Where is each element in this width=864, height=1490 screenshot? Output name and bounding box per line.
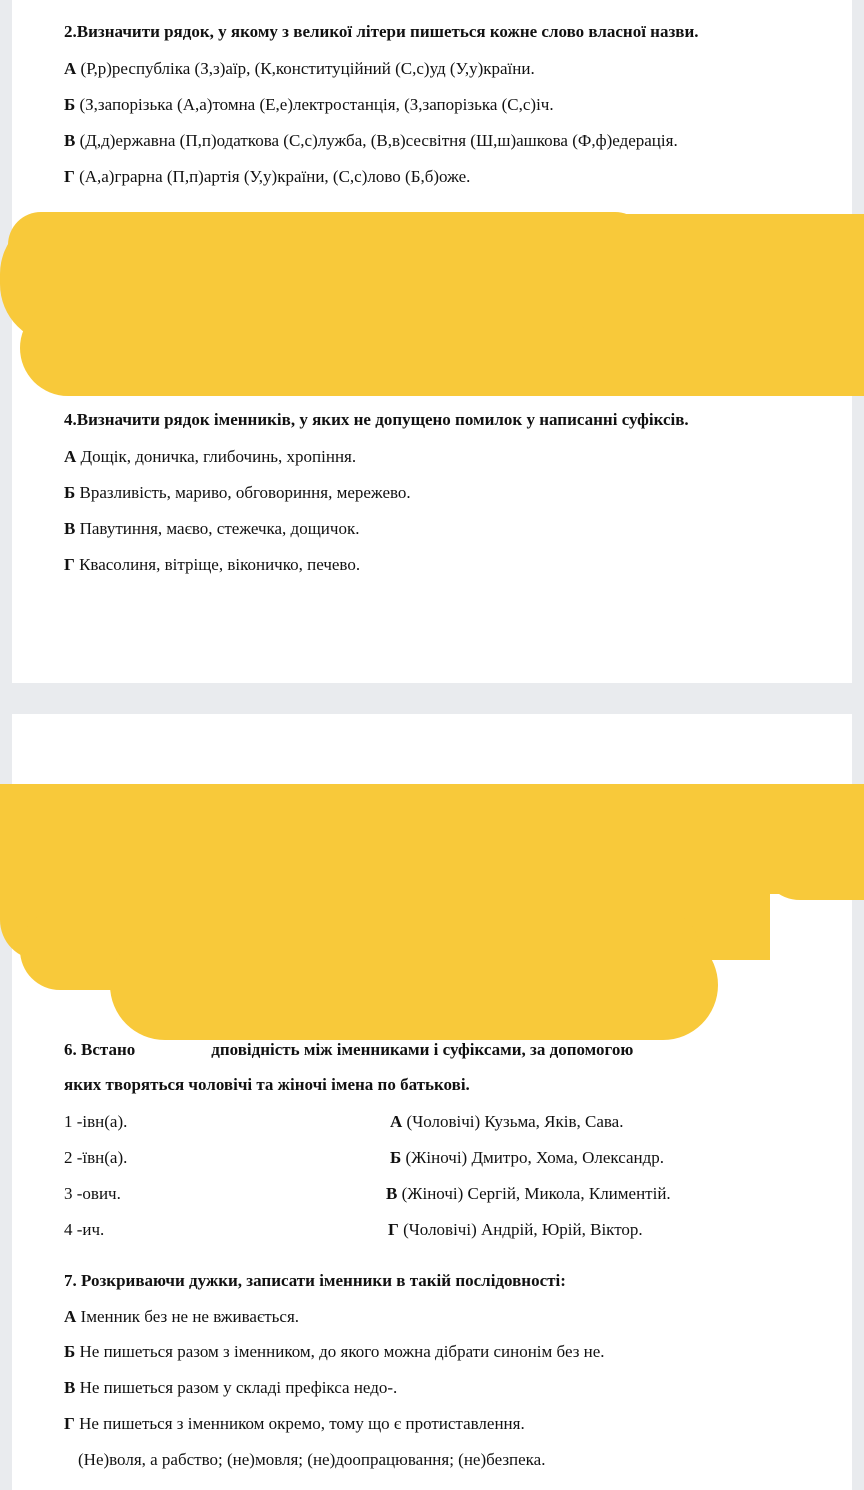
question-6-title-line2: яких творяться чоловічі та жіночі імена по батькові. [64,1075,470,1094]
question-4-option-a: А Дощік, доничка, глибочинь, хропіння. [64,447,357,466]
question-4-title: 4.Визначити рядок іменників, у яких не допущено помилок у написанні суфіксів. [64,410,689,429]
question-6-names-v: В (Жіночі) Сергій, Микола, Климентій. [386,1184,671,1203]
question-6-names-h: Г (Чоловічі) Андрій, Юрій, Віктор. [388,1220,643,1239]
question-4-option-h: Г Квасолиня, вітріще, віконичко, печево. [64,555,361,574]
question-6-names-b: Б (Жіночі) Дмитро, Хома, Олександр. [390,1148,665,1167]
question-7-words: (Не)воля, а рабство; (не)мовля; (не)доопрацювання; (не)безпека. [78,1450,546,1469]
question-7-option-b: Б Не пишеться разом з іменником, до якого можна дібрати синонім без не. [64,1342,605,1361]
question-7-title: 7. Розкриваючи дужки, записати іменники в такій послідовності: [64,1271,566,1290]
question-2-title: 2.Визначити рядок, у якому з великої літери пишеться кожне слово власної назви. [64,22,699,41]
question-2-option-b: Б (З,запорізька (А,а)томна (Е,е)лектростанція, (З,запорізька (С,с)іч. [64,95,554,114]
question-6-suffix-1: 1 -івн(а). [64,1112,128,1131]
question-2-option-v: В (Д,д)ержавна (П,п)одаткова (С,с)лужба, (В,в)сесвітня (Ш,ш)ашкова (Ф,ф)едерація. [64,131,678,150]
question-2-option-h: Г (А,а)грарна (П,п)артія (У,у)країни, (С,с)лово (Б,б)оже. [64,167,471,186]
question-7-option-a: А Іменник без не не вживається. [64,1307,300,1326]
question-2-option-a: А (Р,р)республіка (З,з)аїр, (К,конституційний (С,с)уд (У,у)країни. [64,59,535,78]
question-6-suffix-2: 2 -ївн(а). [64,1148,128,1167]
question-6-suffix-4: 4 -ич. [64,1220,105,1239]
question-6-names-a: А (Чоловічі) Кузьма, Яків, Сава. [390,1112,624,1131]
question-4-option-v: В Павутиння, маєво, стежечка, дощичок. [64,519,360,538]
question-6-suffix-3: 3 -ович. [64,1184,121,1203]
question-7-option-h: Г Не пишеться з іменником окремо, тому що є протиставлення. [64,1414,525,1433]
question-6-title-line1: 6. Встано дповідність між іменниками і суфіксами, за допомогою [64,1040,634,1059]
question-7-option-v: В Не пишеться разом у складі префікса недо-. [64,1378,398,1397]
question-4-option-b: Б Вразливість, мариво, обговориння, мережево. [64,483,411,502]
